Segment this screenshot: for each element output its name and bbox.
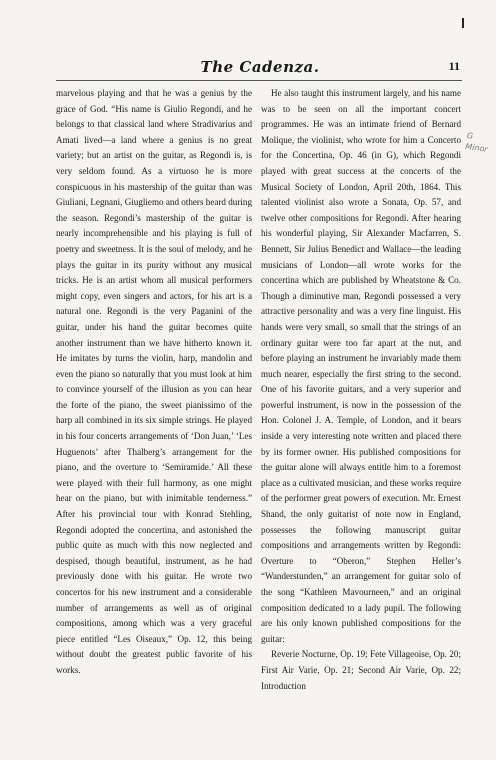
page-header xyxy=(60,58,460,80)
left-column xyxy=(56,86,252,679)
paragraph: Reverie Nocturne, Op. 19; Fete Villageoise, Op. 20; First Air Varie, Op. 21; Second Air Varie, Op. 22; Introduction xyxy=(261,649,461,691)
margin-mark xyxy=(462,18,464,28)
handwritten-margin-note: G Minor xyxy=(464,131,489,154)
page-number: 11 xyxy=(448,59,460,73)
running-title: The Cadenza. xyxy=(200,58,320,76)
right-column xyxy=(261,86,461,694)
paragraph: marvelous playing and that he was a genius by the grace of God. “His name is Giulio Regondi, and he belongs to that classical land where Stradivarius and Amati lived—a land where a genius is no great variety; but an artist on the guitar, as Regondi is, is very seldom found. As a virtuoso he is more conspicuous in his mastership of the guitar than was Giuliani, Legnani, Giugliemo and others heard during the season. Regondi’s mastership of the guitar is nearly incomprehensible and his playing is full of poetry and sweetness. It is the soul of melody, and he plays the guitar in its purity without any musical tricks. He is an artist whom all musical performers might copy, even singers and actors, for his art is a natural one. Regondi is the very Paganini of the guitar, under his hand the guitar becomes quite another instrument than we have hitherto known it. He imitates by turns the violin, harp, mandolin and even the piano so naturally that you must look at him to convince yourself of the illusion as you can hear the forte of the piano, the sweet pianissimo of the harp all combined in its six simple strings. He played in his four concerts arrangements of ‘Don Juan,’ ‘Les Huguenots’ after Thalberg’s arrangement for the piano, and the overture to ‘Semiramide.’ All these were played with their full harmony, as one might hear on the piano, but with inimitable tenderness.” After his provincial tour with Konrad Stehling, Regondi adopted the concertina, and astonished the public quite as much with this now neglected and despised, though beautiful, instrument, as he had previously done with his guitar. He wrote two concertos for his new instrument and a considerable number of arrangements as well as of original compositions, among which was a very graceful piece entitled “Les Oiseaux,” Op. 12, this being without doubt the greatest public favorite of his works. xyxy=(56,88,252,675)
paragraph: He also taught this instrument largely, and his name was to be seen on all the important concert programmes. He was an intimate friend of Bernard Molique, the violinist, who wrote for him a Concerto for the Concertina, Op. 46 (in G), which Regondi played with great success at the concerts of the Musical Society of London, April 20th, 1864. This talented violinist also wrote a Sonata, Op. 57, and twelve other compositions for Regondi. After hearing his wonderful playing, Sir Alexander Macfarren, S. Bennett, Sir Julius Benedict and Wallace—the leading musicians of London—all wrote works for the concertina which are published by Wheatstone & Co. Though a diminutive man, Regondi possessed a very attractive personality and was a very fine linguist. His hands were very small, so small that the strings of an ordinary guitar were too far apart at the nut, and before playing an instrument he invariably made them much nearer, especially the first string to the second. One of his favorite guitars, and a very superior and powerful instrument, is now in the possession of the Hon. Colonel J. A. Temple, of London, and it bears inside a very interesting note written and placed there by its former owner. His published compositions for the guitar alone will always entitle him to a foremost place as a cultivated musician, and these works require of the performer great powers of execution. Mr. Ernest Shand, the only guitarist of note now in England, possesses the following manuscript guitar compositions and arrangements written by Regondi: Overture to “Oberon,” Stephen Heller’s “Wanderstunden,” an arrangement for guitar solo of the song “Kathleen Mavourneen,” and an original composition dedicated to a lady pupil. The following are his only known published compositions for the guitar: xyxy=(261,88,461,644)
header-rule xyxy=(56,80,462,81)
